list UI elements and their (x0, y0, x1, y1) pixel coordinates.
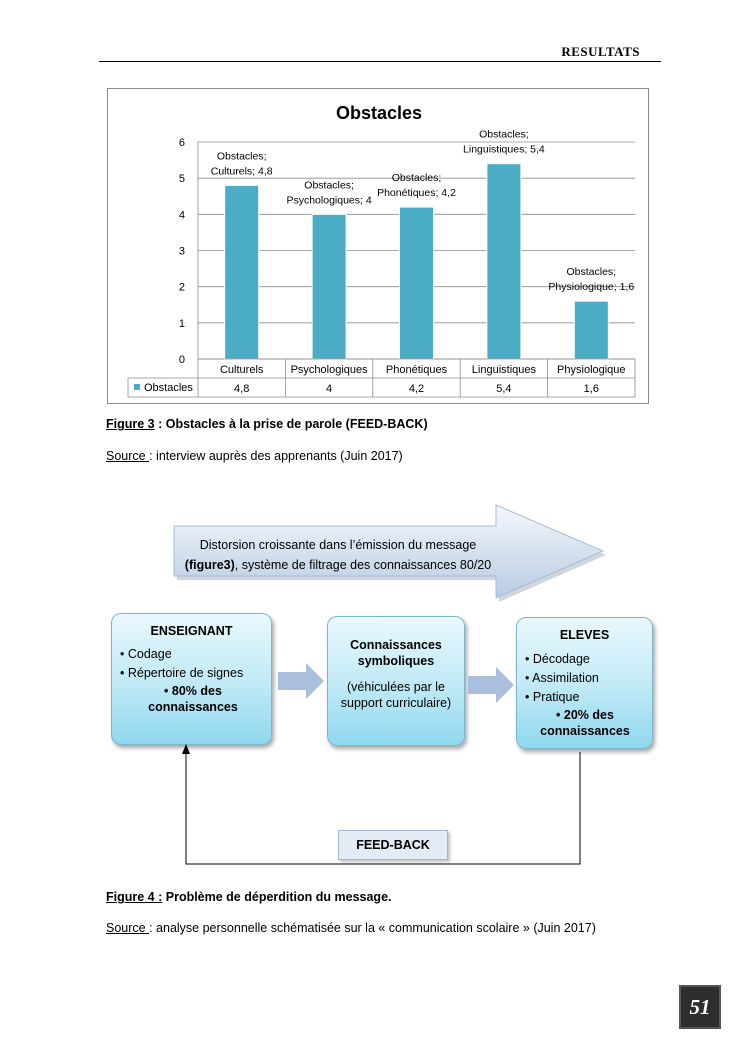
table-value: 4,2 (408, 383, 425, 395)
knowledge-title: Connaissances symboliques (350, 638, 442, 668)
teacher-item: • Répertoire de signes (120, 664, 271, 683)
data-label: Obstacles; Phonétiques; 4,2 (377, 172, 456, 200)
figure3-source-text: : interview auprès des apprenants (Juin 2017) (149, 449, 403, 463)
figure3-source (106, 449, 403, 463)
table-value: 5,4 (496, 383, 512, 395)
teacher-title: ENSEIGNANT (150, 624, 233, 638)
figure4-caption (106, 890, 392, 904)
bar (574, 301, 608, 359)
figure3-sep: : (154, 417, 166, 431)
table-value: 1,6 (583, 383, 599, 395)
teacher-highlight: • 80% des connaissances (148, 684, 238, 714)
chart-frame (107, 88, 649, 404)
x-tick-label: Physiologique (557, 364, 626, 376)
y-tick-label: 2 (178, 281, 185, 294)
bar (312, 214, 346, 359)
data-label: Obstacles; Linguistiques; 5,4 (463, 128, 545, 156)
feedback-label: FEED-BACK (338, 830, 448, 860)
x-tick-label: Linguistiques (471, 364, 537, 376)
arrow-right-icon (468, 666, 516, 706)
knowledge-text: (véhiculées par le support curriculaire) (340, 680, 452, 710)
teacher-box (111, 613, 272, 745)
table-value: 4,8 (234, 383, 250, 395)
arrow-right-icon (278, 662, 326, 702)
table-value: 4 (326, 383, 333, 395)
data-label: Obstacles; Physiologique; 1,6 (548, 266, 635, 294)
students-highlight: • 20% des connaissances (540, 708, 630, 738)
students-list (525, 650, 652, 707)
x-tick-label: Phonétiques (385, 364, 448, 376)
bar (487, 164, 521, 359)
figure3-source-label: Source (106, 449, 150, 463)
chart-title: Obstacles (335, 103, 423, 123)
bar (225, 185, 259, 359)
y-tick-label: 4 (178, 209, 185, 222)
page-number: 51 (679, 985, 721, 1029)
knowledge-box (327, 616, 465, 746)
y-tick-label: 6 (178, 137, 185, 149)
y-tick-label: 1 (178, 317, 185, 330)
figure4-source-label: Source (106, 921, 150, 935)
figure3-text: Obstacles à la prise de parole (FEED-BACK) (165, 417, 428, 431)
students-item: • Assimilation (525, 669, 652, 688)
legend-swatch (134, 384, 140, 390)
arrow-text (178, 535, 498, 575)
students-box (516, 617, 653, 749)
figure4-label: Figure 4 : (106, 890, 163, 904)
teacher-list (120, 645, 271, 683)
arrow-bold: (figure3) (184, 558, 235, 572)
arrow-rest: , système de filtrage des connaissances 80/20 (234, 558, 492, 572)
obstacles-chart (108, 89, 648, 403)
header-rule (99, 61, 661, 62)
students-title: ELEVES (559, 628, 610, 642)
figure3-caption (106, 417, 428, 431)
legend-label: Obstacles (144, 382, 193, 394)
data-label: Obstacles; Psychologiques; 4 (286, 179, 372, 207)
students-item: • Pratique (525, 688, 652, 707)
figure4-source-text: : analyse personnelle schématisée sur la « communication scolaire » (Juin 2017) (149, 921, 596, 935)
y-tick-label: 0 (178, 354, 185, 366)
figure4-source (106, 921, 596, 935)
arrow-line1: Distorsion croissante dans l’émission du message (199, 538, 477, 552)
y-tick-label: 3 (178, 245, 185, 258)
data-label: Obstacles; Culturels; 4,8 (210, 150, 273, 178)
teacher-item: • Codage (120, 645, 271, 664)
x-tick-label: Psychologiques (290, 364, 368, 376)
figure4-text: Problème de déperdition du message. (162, 890, 392, 904)
y-tick-label: 5 (178, 173, 185, 186)
figure3-label: Figure 3 (106, 417, 155, 431)
students-item: • Décodage (525, 650, 652, 669)
x-tick-label: Culturels (219, 364, 264, 376)
header-title: RESULTATS (561, 44, 640, 59)
bar (400, 207, 434, 359)
